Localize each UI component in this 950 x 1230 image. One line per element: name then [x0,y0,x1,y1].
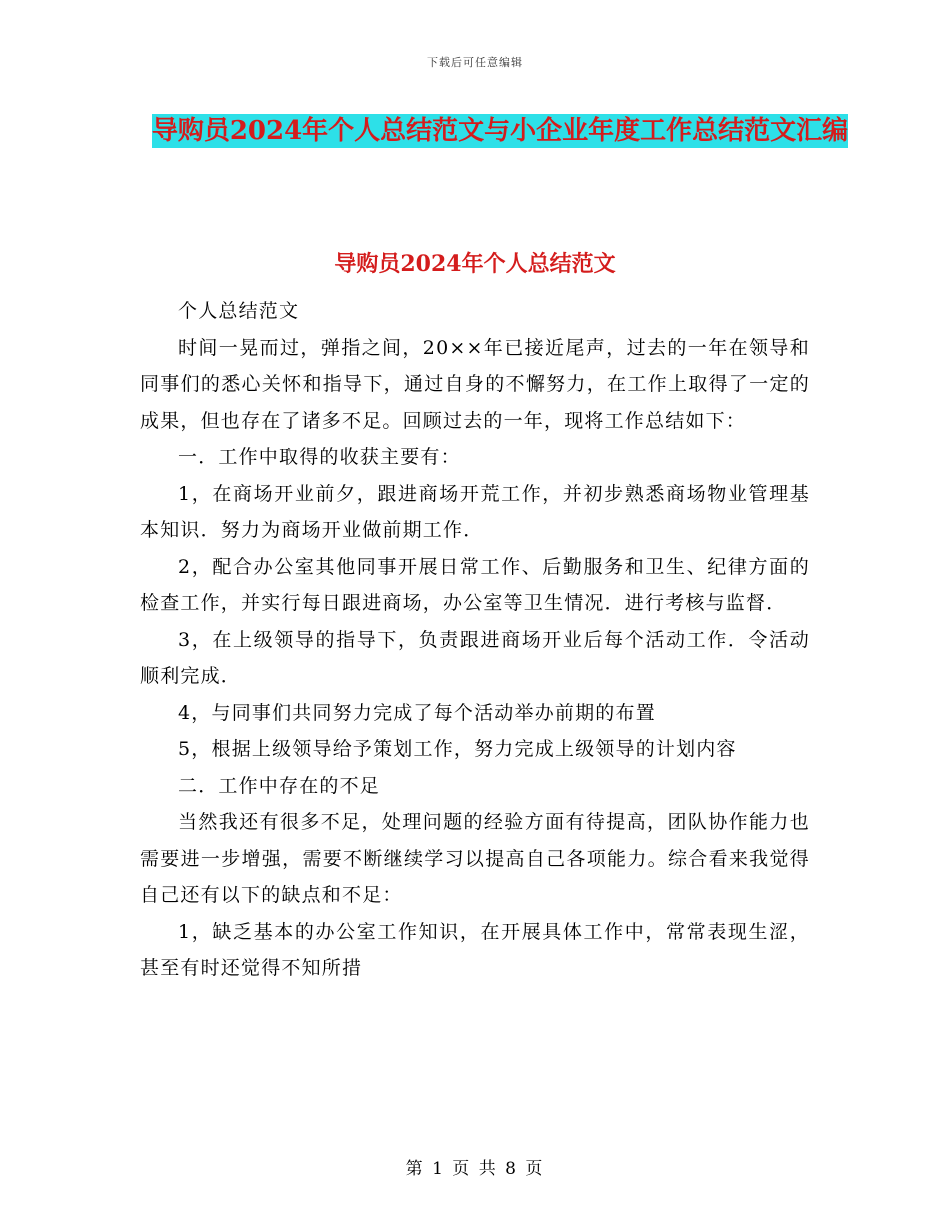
paragraph: 二．工作中存在的不足 [178,774,381,797]
document-title-text: 导购员2024年个人总结范文与小企业年度工作总结范文汇编 [151,116,849,146]
section-title: 导购员2024年个人总结范文 [334,251,616,277]
paragraph: 5，根据上级领导给予策划工作，努力完成上级领导的计划内容 [178,738,737,760]
paragraph: 1，在商场开业前夕，跟进商场开荒工作，并初步熟悉商场物业管理基本知识．努力为商场开业做前期工作． [140,482,810,541]
document-body [140,293,810,987]
paragraph: 时间一晃而过，弹指之间，20××年已接近尾声，过去的一年在领导和同事们的悉心关怀和指导下，通过自身的不懈努力，在工作上取得了一定的成果，但也存在了诸多不足。回顾过去的一年，现将工作总结如下： [140,336,810,432]
paragraph: 2，配合办公室其他同事开展日常工作、后勤服务和卫生、纪律方面的检查工作，并实行每日跟进商场，办公室等卫生情况．进行考核与监督． [140,555,810,614]
document-title [120,108,880,154]
paragraph: 当然我还有很多不足，处理问题的经验方面有待提高，团队协作能力也需要进一步增强，需要不断继续学习以提高自己各项能力。综合看来我觉得自己还有以下的缺点和不足： [140,811,810,906]
paragraph: 4，与同事们共同努力完成了每个活动举办前期的布置 [178,701,656,724]
page-number: 第 1 页 共 8 页 [405,1159,545,1179]
header-note: 下载后可任意编辑 [427,56,523,69]
paragraph: 3，在上级领导的指导下，负责跟进商场开业后每个活动工作．令活动顺利完成． [140,628,810,687]
paragraph: 1，缺乏基本的办公室工作知识，在开展具体工作中，常常表现生涩，甚至有时还觉得不知所措 [140,920,810,979]
paragraph: 一．工作中取得的收获主要有： [178,446,461,468]
paragraph: 个人总结范文 [178,300,300,322]
